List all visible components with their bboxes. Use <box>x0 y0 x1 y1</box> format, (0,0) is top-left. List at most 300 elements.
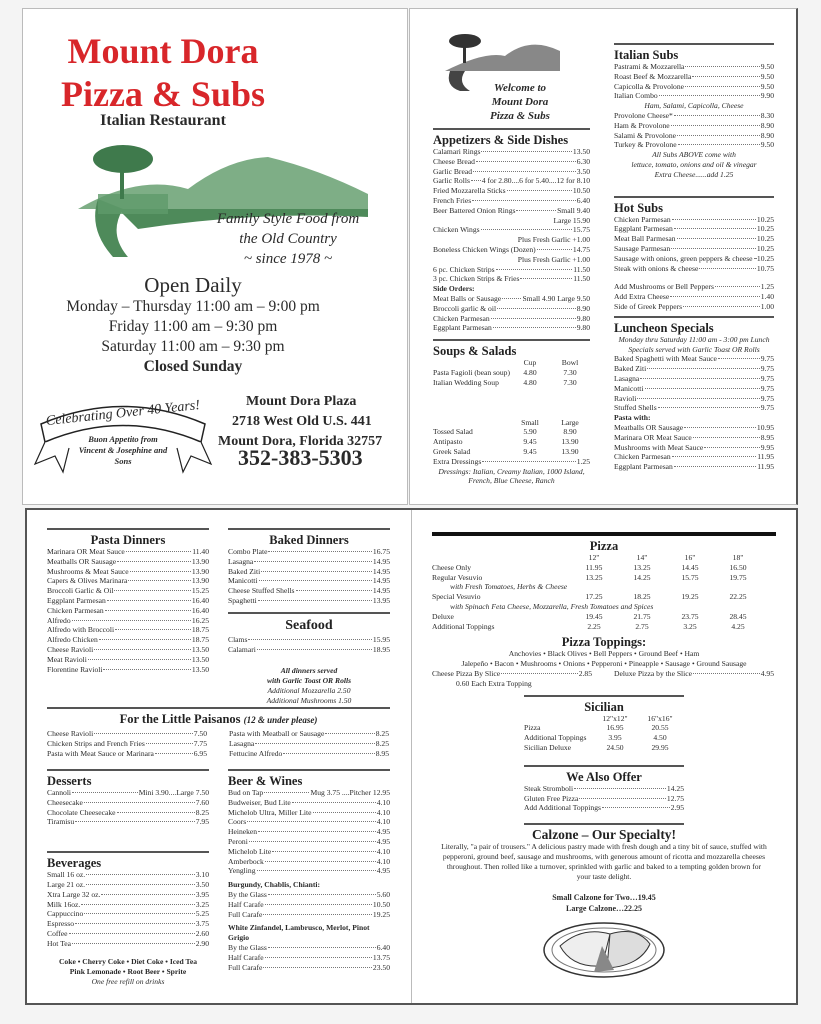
appetizers-list <box>433 147 590 333</box>
menu-item <box>228 857 390 867</box>
item-price: 3.50 <box>576 166 590 176</box>
item-name: Italian Combo <box>614 91 658 101</box>
item-price: 10.25 <box>756 253 774 263</box>
menu-item <box>47 890 209 900</box>
divider <box>614 196 774 198</box>
menu-item <box>47 655 209 665</box>
menu-item <box>47 665 209 675</box>
row-name: Deluxe <box>432 611 454 621</box>
paisanos-left-list <box>47 729 207 758</box>
dot-leader <box>126 551 191 552</box>
left-column <box>433 128 590 486</box>
divider <box>524 695 684 697</box>
dot-leader <box>296 590 372 591</box>
since-year: ~ since 1978 ~ <box>243 251 333 267</box>
item-price: 4.95 <box>376 827 390 837</box>
menu-item <box>433 176 590 186</box>
badge-line3: Sons <box>114 456 132 466</box>
row-price: 8.90 <box>563 427 577 437</box>
pasta-dinners-list <box>47 547 209 674</box>
badge-text <box>58 434 188 467</box>
white-wines-list <box>228 943 390 972</box>
item-name: Pasta with Meatball or Sausage <box>229 729 325 738</box>
column-header: Bowl <box>561 358 579 368</box>
menu-item <box>228 635 390 645</box>
item-name: Boneless Chicken Wings (Dozen) <box>433 244 536 254</box>
dot-leader <box>292 802 376 803</box>
divider <box>228 612 390 614</box>
item-name: Coors <box>228 817 247 827</box>
row-price: 22.25 <box>729 592 747 602</box>
dot-leader <box>258 600 372 601</box>
calzone-description: Literally, "a pair of trousers." A delicious pastry made with fresh dough and a tiny bit of sauce, stuffed with pepperoni, ground beef, sausage and mushrooms, with generous amount of ricotta and mozzarella cheeses throughout. Then rolled like a turnover, sprinkled with garlic and baked to a tempting golden brown for your taste delight. <box>441 842 767 882</box>
table-header <box>432 553 762 563</box>
row-price: 15.75 <box>681 572 699 582</box>
right-column <box>614 43 774 472</box>
menu-item <box>228 890 390 900</box>
dot-leader <box>86 884 195 885</box>
dot-leader <box>693 673 760 674</box>
dot-leader <box>258 831 376 832</box>
address-line2: 2718 West Old U.S. 441 <box>232 414 372 429</box>
item-price: 13.75 <box>372 952 390 962</box>
item-price: 1.40 <box>760 292 774 302</box>
item-name: Eggplant Parmesan <box>433 323 492 333</box>
item-name: Broccoli Garlic & Oil <box>47 586 114 596</box>
row-price: 24.50 <box>606 742 624 752</box>
item-name: Clams <box>228 634 248 644</box>
welcome-text <box>470 81 570 123</box>
menu-item <box>228 900 390 910</box>
row-name: Pizza <box>524 723 541 733</box>
row-price: 4.25 <box>731 621 745 631</box>
item-price: 10.25 <box>756 234 774 244</box>
item-name: Full Carafe <box>228 909 263 919</box>
item-name: Garlic Bread <box>433 166 473 176</box>
row-price: 4.80 <box>523 367 537 377</box>
menu-item <box>433 314 590 324</box>
item-name: Manicotti <box>228 576 258 586</box>
item-name: Cheese Pizza By Slice <box>432 668 501 678</box>
item-price: 13.95 <box>372 595 390 605</box>
item-name: Chicken Parmesan <box>47 605 104 615</box>
item-price: 5.25 <box>195 909 209 919</box>
hours-1: Monday – Thursday 11:00 am – 9:00 pm <box>66 298 320 315</box>
header-blank <box>433 358 510 368</box>
row-price: 17.25 <box>585 592 603 602</box>
menu-item <box>433 157 590 167</box>
item-name: Steak with onions & cheese <box>614 263 699 273</box>
item-name: Hot Tea <box>47 938 72 948</box>
salad-table <box>433 418 590 457</box>
divider <box>524 765 684 767</box>
menu-subheading: Side Orders: <box>433 284 475 294</box>
item-name: Meat Balls or Sausage <box>433 293 502 303</box>
welcome-line3: Pizza & Subs <box>490 110 550 122</box>
row-price: 23.75 <box>681 611 699 621</box>
item-price: 8.30 <box>760 110 774 120</box>
dot-leader <box>259 580 372 581</box>
desserts-list <box>47 788 209 827</box>
item-price: 4 for 2.80....6 for 5.40....12 for 8.10 <box>481 176 590 186</box>
restaurant-subtitle: Italian Restaurant <box>100 112 226 129</box>
item-price: 9.50 <box>760 140 774 150</box>
item-price: 14.95 <box>372 576 390 586</box>
pasta-dinners-title: Pasta Dinners <box>90 533 166 547</box>
dot-leader <box>507 190 572 191</box>
row-price: 19.25 <box>681 592 699 602</box>
item-price: 9.80 <box>576 313 590 323</box>
menu-item <box>614 264 774 274</box>
row-price: 13.25 <box>585 572 603 582</box>
row-price: 19.45 <box>585 611 603 621</box>
menu-item <box>47 576 209 586</box>
item-name: Lasagna <box>228 556 254 566</box>
item-price: 7.60 <box>195 797 209 807</box>
item-price: 7.75 <box>193 738 207 748</box>
item-price: 10.25 <box>756 243 774 253</box>
slice-left <box>432 669 592 679</box>
menu-item <box>614 452 774 462</box>
menu-item <box>614 443 774 453</box>
item-name: Peroni <box>228 836 248 846</box>
item-price: 19.25 <box>372 909 390 919</box>
row-price: 14.45 <box>681 562 699 572</box>
dot-leader <box>264 792 309 793</box>
item-name: Eggplant Parmesan <box>614 462 673 472</box>
menu-item <box>228 557 390 567</box>
menu-item <box>433 294 590 304</box>
item-name: Half Carafe <box>228 952 264 962</box>
dot-leader <box>674 466 756 467</box>
item-price: 4.95 <box>376 866 390 876</box>
divider <box>228 769 390 771</box>
item-name: Espresso <box>47 919 74 929</box>
dot-leader <box>69 933 195 934</box>
baked-column <box>228 528 390 706</box>
row-name: Special Vesuvio <box>432 592 481 602</box>
item-name: Manicotti <box>614 383 644 393</box>
item-price: 3.25 <box>195 899 209 909</box>
menu-item <box>229 729 389 739</box>
row-name: Regular Vesuvio <box>432 572 483 582</box>
item-price: 10.25 <box>756 224 774 234</box>
item-price: 13.50 <box>191 644 209 654</box>
toppings <box>432 635 776 669</box>
menu-item <box>614 374 774 384</box>
item-name: Cannoli <box>47 788 72 797</box>
restaurant-name-line1: Mount Dora <box>67 31 259 71</box>
table-row <box>524 723 684 733</box>
dot-leader <box>473 171 576 172</box>
dot-leader <box>94 733 193 734</box>
menu-note: Ham, Salami, Capicolla, Cheese <box>644 101 744 111</box>
item-name: Alfredo with Broccoli <box>47 625 115 635</box>
item-price: 18.75 <box>191 625 209 635</box>
dot-leader <box>101 894 194 895</box>
divider <box>47 528 209 530</box>
open-daily: Open Daily <box>144 273 242 297</box>
red-wines-list <box>228 890 390 919</box>
menu-item <box>614 215 774 225</box>
menu-item <box>228 827 390 837</box>
row-price: 29.95 <box>651 742 669 752</box>
item-name: Chicken Wings <box>433 225 480 235</box>
row-price: 4.50 <box>653 733 667 743</box>
item-name: 6 pc. Chicken Strips <box>433 264 495 274</box>
item-price: 8.25 <box>375 738 389 748</box>
menu-item <box>47 547 209 557</box>
pizza-title: Pizza <box>589 539 619 553</box>
row-price: 16.50 <box>729 562 747 572</box>
item-price: 14.95 <box>372 556 390 566</box>
item-name: Pastrami & Mozzarella <box>614 62 685 71</box>
item-name: Meat Ball Parmesan <box>614 234 676 244</box>
row-name: Greek Salad <box>433 446 471 456</box>
item-price: 9.75 <box>760 383 774 393</box>
menu-item <box>228 586 390 596</box>
dot-leader <box>146 743 193 744</box>
row-price: 13.90 <box>561 446 579 456</box>
header-blank <box>433 418 510 428</box>
item-price: 8.95 <box>760 432 774 442</box>
hours-2: Friday 11:00 am – 9:30 pm <box>108 318 278 335</box>
item-name: Cappuccino <box>47 909 84 919</box>
item-price: 13.50 <box>191 664 209 674</box>
item-price: 2.60 <box>195 928 209 938</box>
italian-subs-list <box>614 62 774 180</box>
menu-item <box>47 739 207 749</box>
menu-item <box>614 462 774 472</box>
item-name: Eggplant Parmesan <box>47 595 106 605</box>
item-name: Baked Ziti <box>614 364 647 374</box>
dot-leader <box>255 743 374 744</box>
desserts-title: Desserts <box>47 774 92 788</box>
white-wines-title: White Zinfandel, Lambrusco, Merlot, Pinot Grigio <box>228 923 370 943</box>
menu-item <box>614 282 774 292</box>
item-price: 6.95 <box>193 748 207 758</box>
menu-item <box>228 963 390 973</box>
refill-note: One free refill on drinks <box>91 976 165 986</box>
item-price: 10.50 <box>572 186 590 196</box>
menu-item <box>433 147 590 157</box>
row-price: 18.25 <box>633 592 651 602</box>
column-header: Small <box>521 417 539 427</box>
dot-leader <box>497 308 576 309</box>
row-name: Antipasto <box>433 437 463 447</box>
dot-leader <box>671 125 760 126</box>
table-note: with Fresh Tomatoes, Herbs & Cheese <box>450 582 568 592</box>
item-price: 10.75 <box>756 263 774 273</box>
menu-item <box>614 111 774 121</box>
item-name: Marinara OR Meat Sauce <box>614 432 692 442</box>
beer-column <box>228 769 390 972</box>
luncheon-list <box>614 335 774 472</box>
item-price: 16.40 <box>191 605 209 615</box>
dot-leader <box>84 913 194 914</box>
item-name: Combo Plate <box>228 547 268 556</box>
dot-leader <box>155 753 193 754</box>
column-header: 18" <box>732 553 744 562</box>
item-price: 10.95 <box>756 422 774 432</box>
item-price: 14.25 <box>666 783 684 793</box>
dot-leader <box>103 669 190 670</box>
item-name: Chocolate Cheesecake <box>47 807 116 817</box>
item-price: 8.25 <box>375 729 389 738</box>
menu-item <box>228 547 390 557</box>
table-row <box>524 743 684 753</box>
menu-item <box>47 817 209 827</box>
item-price: 10.25 <box>756 214 774 224</box>
item-name: Chicken Parmesan <box>614 214 671 224</box>
dot-leader <box>579 798 666 799</box>
item-price: 4.10 <box>376 807 390 817</box>
row-price: 21.75 <box>633 611 651 621</box>
sodas-line1: Coke • Cherry Coke • Diet Coke • Iced Tea <box>58 956 198 966</box>
menu-item <box>432 669 592 679</box>
menu-item <box>433 245 590 255</box>
dot-leader <box>493 327 576 328</box>
row-name: Additional Toppings <box>524 733 587 743</box>
item-name: Eggplant Parmesan <box>614 224 673 234</box>
item-name: Gluten Free Pizza <box>524 793 579 803</box>
item-price: 18.95 <box>372 644 390 654</box>
row-price: 4.80 <box>523 377 537 387</box>
inside-panel-top <box>409 8 798 505</box>
row-price: 2.25 <box>587 621 601 631</box>
menu-item <box>524 794 684 804</box>
item-name: Add Additional Toppings <box>524 803 601 813</box>
dot-leader <box>692 76 759 77</box>
item-name: Ravioli <box>614 393 637 403</box>
item-name: Full Carafe <box>228 962 263 972</box>
tagline-line1: Family Style Food from <box>216 211 360 227</box>
address <box>218 392 382 452</box>
item-name: Alfredo <box>47 615 71 625</box>
row-price: 9.45 <box>523 437 537 447</box>
menu-item <box>433 186 590 196</box>
item-price: 8.90 <box>760 120 774 130</box>
menu-item <box>47 557 209 567</box>
dot-leader <box>637 398 759 399</box>
calzone-title: Calzone – Our Specialty! <box>531 827 677 843</box>
dot-leader <box>683 306 760 307</box>
menu-note: Extra Cheese......add 1.25 <box>654 169 734 179</box>
dot-leader <box>261 571 372 572</box>
dot-leader <box>88 659 191 660</box>
row-name: Italian Wedding Soup <box>433 377 499 387</box>
menu-subprice: Plus Fresh Garlic +1.00 <box>517 254 590 264</box>
table-row <box>432 622 762 632</box>
item-price: 9.75 <box>760 373 774 383</box>
table-row <box>432 592 762 602</box>
item-name: Stuffed Shells <box>614 403 657 413</box>
item-price: 13.90 <box>191 556 209 566</box>
dot-leader <box>496 269 573 270</box>
divider <box>47 707 390 709</box>
item-name: Lasagna <box>229 738 255 748</box>
item-price: 1.00 <box>760 301 774 311</box>
item-price: 18.75 <box>191 635 209 645</box>
column-header: 16" <box>684 553 696 562</box>
menu-item <box>47 567 209 577</box>
menu-item <box>47 880 209 890</box>
item-name: Meatballs OR Sausage <box>47 556 117 566</box>
item-price: 4.10 <box>376 817 390 827</box>
divider <box>228 528 390 530</box>
column-header: Cup <box>523 358 537 368</box>
row-price: 11.95 <box>585 562 603 572</box>
item-price: 4.10 <box>376 846 390 856</box>
item-price: 14.75 <box>572 244 590 254</box>
item-name: Tiramisu <box>47 817 75 827</box>
menu-item <box>228 576 390 586</box>
row-price: 2.75 <box>635 621 649 631</box>
table-header <box>524 714 684 724</box>
divider <box>47 769 209 771</box>
paisanos-section <box>47 707 390 758</box>
dot-leader <box>481 229 572 230</box>
item-price: 12.75 <box>666 793 684 803</box>
item-price: 5.60 <box>376 889 390 899</box>
item-price: 9.75 <box>760 354 774 364</box>
item-price: 2.90 <box>195 938 209 948</box>
item-price: 9.90 <box>760 91 774 101</box>
item-price: 9.75 <box>760 403 774 413</box>
item-price: 11.50 <box>573 274 590 284</box>
luncheon-title: Luncheon Specials <box>614 320 714 335</box>
menu-item <box>433 265 590 275</box>
item-name: Heineken <box>228 827 258 837</box>
badge-line1: Buon Appetito from <box>88 434 158 444</box>
dot-leader <box>685 66 759 67</box>
dot-leader <box>72 620 191 621</box>
item-name: Turkey & Provolone <box>614 140 677 150</box>
item-name: By the Glass <box>228 942 267 952</box>
pizza-table <box>432 553 776 631</box>
menu-item <box>228 817 390 827</box>
item-name: Cheese Stuffed Shells <box>228 586 295 596</box>
tagline-line2: the Old Country <box>239 231 337 247</box>
menu-note: French, Blue Cheese, Ranch <box>468 476 555 486</box>
dot-leader <box>75 923 195 924</box>
item-price: 3.95 <box>195 889 209 899</box>
welcome-line1: Welcome to <box>493 82 547 94</box>
menu-item <box>614 354 774 364</box>
menu-item <box>228 953 390 963</box>
dot-leader <box>482 461 575 462</box>
item-name: Fried Mozzarella Sticks <box>433 186 506 196</box>
italian-subs-title: Italian Subs <box>614 48 679 62</box>
item-name: Sausage with onions, green peppers & cheese <box>614 253 753 263</box>
item-name: Marinara OR Meat Sauce <box>47 547 125 556</box>
menu-item <box>614 403 774 413</box>
item-name: Add Mushrooms or Bell Peppers <box>614 282 714 292</box>
item-name: Capicolla & Provolone <box>614 81 685 91</box>
item-name: Pasta with Meat Sauce or Marinara <box>47 748 154 758</box>
dot-leader <box>674 115 760 116</box>
item-name: Calamari <box>228 644 256 654</box>
address-line1: Mount Dora Plaza <box>246 394 357 409</box>
dot-leader <box>117 561 191 562</box>
item-price: 15.95 <box>372 634 390 644</box>
sodas-line2: Pink Lemonade • Root Beer • Sprite <box>69 966 187 976</box>
dot-leader <box>265 861 376 862</box>
dot-leader <box>72 943 195 944</box>
badge-banner: Celebrating Over 40 Years! <box>45 397 201 430</box>
item-price: 15.75 <box>572 225 590 235</box>
item-price: 8.25 <box>195 807 209 817</box>
